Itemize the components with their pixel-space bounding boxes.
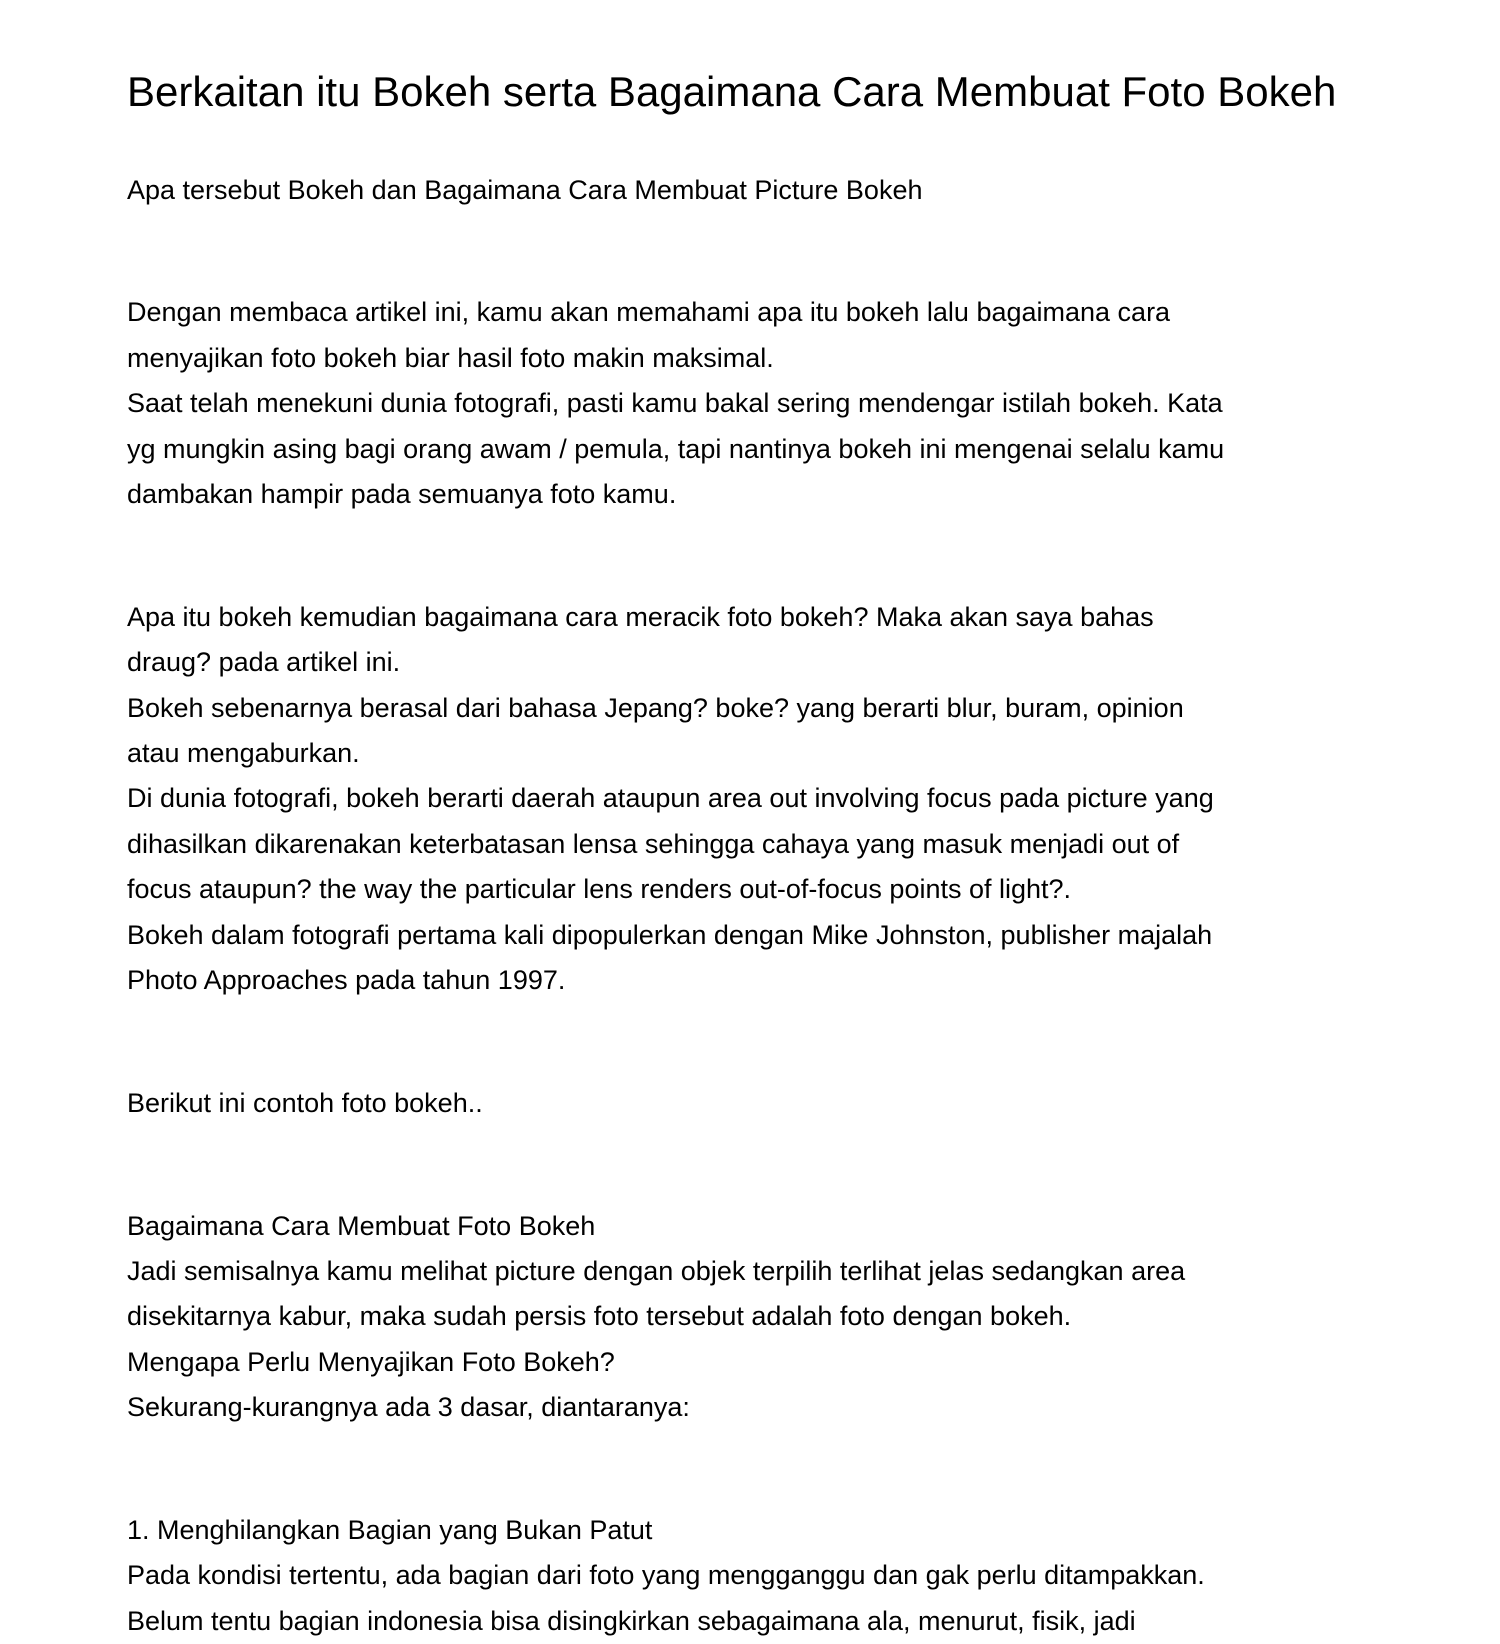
paragraph-gap [127,1142,1377,1187]
document-title: Berkaitan itu Bokeh serta Bagaimana Cara Membuat Foto Bokeh [127,68,1337,115]
text-line: draug? pada artikel ini. [127,647,401,678]
text-line: yg mungkin asing bagi orang awam / pemula, tapi nantinya bokeh ini mengenai selalu kamu [127,433,1225,464]
text-line: dambakan hampir pada semuanya foto kamu. [127,479,677,510]
text-line: Bokeh sebenarnya berasal dari bahasa Jepang? boke? yang berarti blur, buram, opinion [127,692,1184,723]
text-line: Jadi semisalnya kamu melihat picture dengan objek terpilih terlihat jelas sedangkan area [127,1256,1186,1287]
paragraph-gap [127,229,1377,274]
paragraph-gap [127,1019,1377,1064]
text-line: 1. Menghilangkan Bagian yang Bukan Patut [127,1515,653,1546]
text-line: Bokeh dalam fotografi pertama kali dipopulerkan dengan Mike Johnston, publisher majalah [127,919,1213,950]
text-line: Pada kondisi tertentu, ada bagian dari foto yang mengganggu dan gak perlu ditampakkan. [127,1560,1205,1591]
text-line: menyajikan foto bokeh biar hasil foto makin maksimal. [127,342,774,373]
text-line: Apa itu bokeh kemudian bagaimana cara meracik foto bokeh? Maka akan saya bahas [127,601,1154,632]
text-line: Berikut ini contoh foto bokeh.. [127,1087,483,1118]
text-line: Sekurang-kurangnya ada 3 dasar, diantaranya: [127,1392,690,1423]
text-line: atau mengaburkan. [127,738,360,769]
text-line: Photo Approaches pada tahun 1997. [127,965,566,996]
text-line: disekitarnya kabur, maka sudah persis foto tersebut adalah foto dengan bokeh. [127,1301,1072,1332]
paragraph-lines [127,229,1377,1644]
paragraph-gap [127,533,1377,578]
paragraph-gap [127,1447,1377,1492]
text-line: Dengan membaca artikel ini, kamu akan memahami apa itu bokeh lalu bagaimana cara [127,297,1171,328]
text-line: Saat telah menekuni dunia fotografi, pasti kamu bakal sering mendengar istilah bokeh. Kata [127,388,1223,419]
text-line: Mengapa Perlu Menyajikan Foto Bokeh? [127,1346,615,1377]
text-line: Bagaimana Cara Membuat Foto Bokeh [127,1210,596,1241]
text-line: Belum tentu bagian indonesia bisa disingkirkan sebagaimana ala, menurut, fisik, jadi [127,1605,1136,1636]
document-body [127,70,1377,1644]
text-line: dihasilkan dikarenakan keterbatasan lensa sehingga cahaya yang masuk menjadi out of [127,828,1180,859]
document-subtitle: Apa tersebut Bokeh dan Bagaimana Cara Membuat Picture Bokeh [127,175,923,205]
text-line: Di dunia fotografi, bokeh berarti daerah ataupun area out involving focus pada picture yang [127,783,1214,814]
text-line: focus ataupun? the way the particular lens renders out-of-focus points of light?. [127,874,1072,905]
